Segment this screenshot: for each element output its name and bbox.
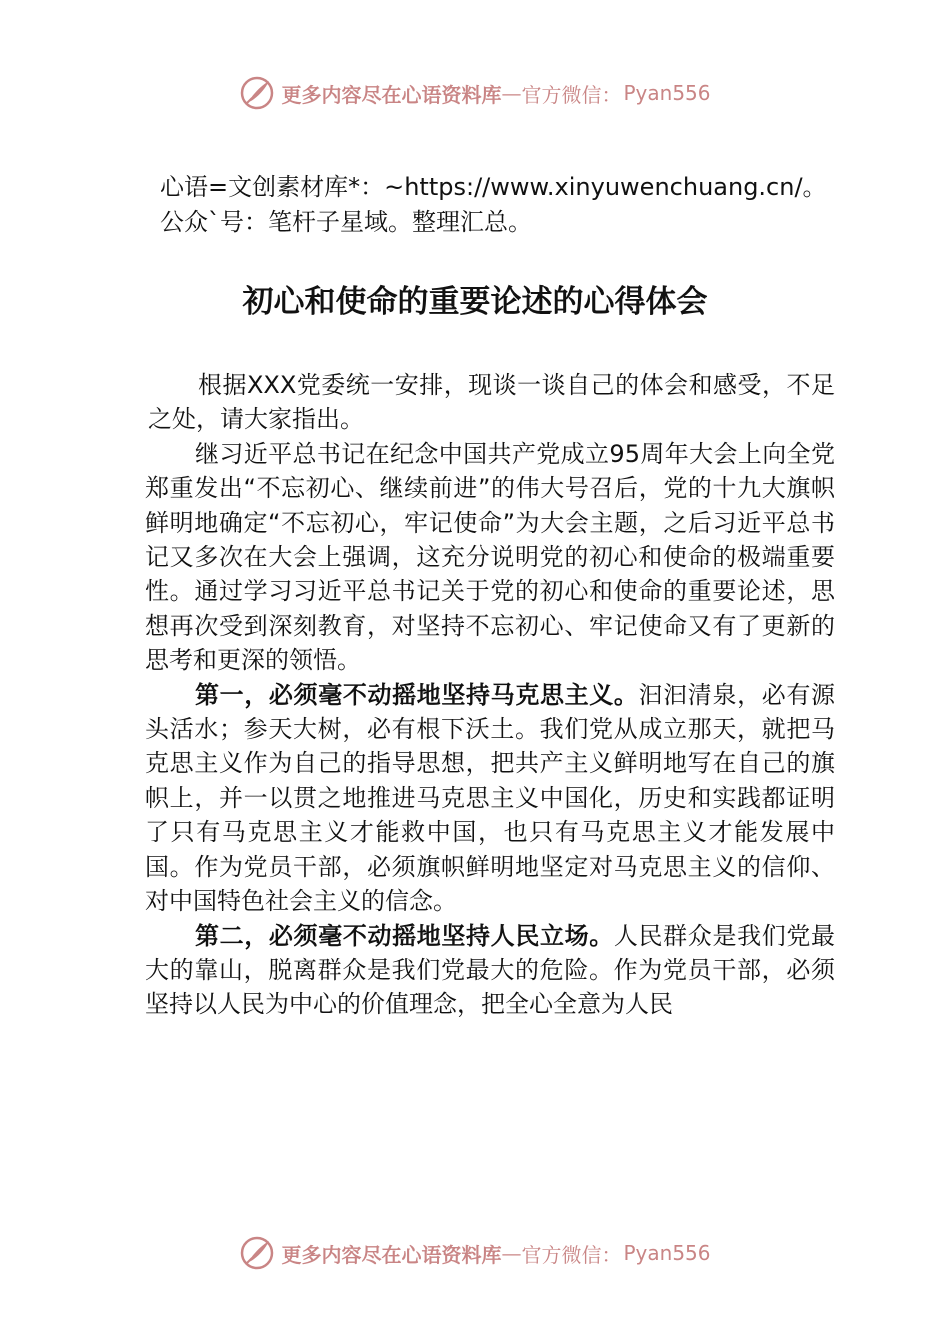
- paragraph-point-one: [145, 678, 835, 919]
- paragraph-lead: 第二，必须毫不动摇地坚持人民立场。: [195, 921, 614, 950]
- source-note: 心语=文创素材库*：~https://www.xinyuwenchuang.cn/。公众`号：笔杆子星域。整理汇总。: [160, 173, 827, 236]
- quill-logo-icon: [239, 75, 275, 111]
- watermark-wechat-label: 官方微信：: [521, 82, 622, 107]
- document-body: [145, 368, 835, 1022]
- watermark-separator: —: [501, 1241, 522, 1265]
- watermark-separator: —: [501, 81, 522, 105]
- watermark-wechat-label: 官方微信：: [521, 1242, 622, 1267]
- paragraph-text: 继习近平总书记在纪念中国共产党成立95周年大会上向全党郑重发出“不忘初心、继续前进”的伟大号召后，党的十九大旗帜鲜明地确定“不忘初心，牢记使命”为大会主题，之后习近平总书记又多次在大会上强调，这充分说明党的初心和使命的极端重要性。通过学习习近平总书记关于党的初心和使命的重要论述，思想再次受到深刻教育，对坚持不忘初心、牢记使命又有了更新的思考和更深的领悟。: [145, 439, 835, 675]
- header-watermark: [0, 73, 950, 113]
- paragraph-background: [145, 437, 835, 678]
- paragraph-lead: 第一，必须毫不动摇地坚持马克思主义。: [195, 680, 639, 709]
- watermark-main-text: 更多内容尽在心语资料库: [281, 82, 502, 107]
- document-title: 初心和使命的重要论述的心得体会: [242, 284, 708, 320]
- paragraph-intro: [145, 368, 835, 437]
- paragraph-point-two: [145, 919, 835, 1022]
- watermark-wechat-id: Pyan556: [623, 81, 711, 105]
- paragraph-text: 汩汩清泉，必有源头活水；参天大树，必有根下沃土。我们党从成立那天，就把马克思主义作为自己的指导思想，把共产主义鲜明地写在自己的旗帜上，并一以贯之地推进马克思主义中国化，历史和实践都证明了只有马克思主义才能救中国，也只有马克思主义才能发展中国。作为党员干部，必须旗帜鲜明地坚定对马克思主义的信仰、对中国特色社会主义的信念。: [145, 680, 836, 916]
- footer-watermark: [0, 1233, 950, 1273]
- paragraph-text: 根据XXX党委统一安排，现谈一谈自己的体会和感受，不足之处，请大家指出。: [148, 371, 835, 434]
- watermark-wechat-id: Pyan556: [623, 1241, 711, 1265]
- watermark-main-text: 更多内容尽在心语资料库: [281, 1242, 502, 1267]
- paragraph-text: 人民群众是我们党最大的靠山，脱离群众是我们党最大的危险。作为党员干部，必须坚持以人民为中心的价值理念，把全心全意为人民: [145, 921, 836, 1019]
- quill-logo-icon: [239, 1235, 275, 1271]
